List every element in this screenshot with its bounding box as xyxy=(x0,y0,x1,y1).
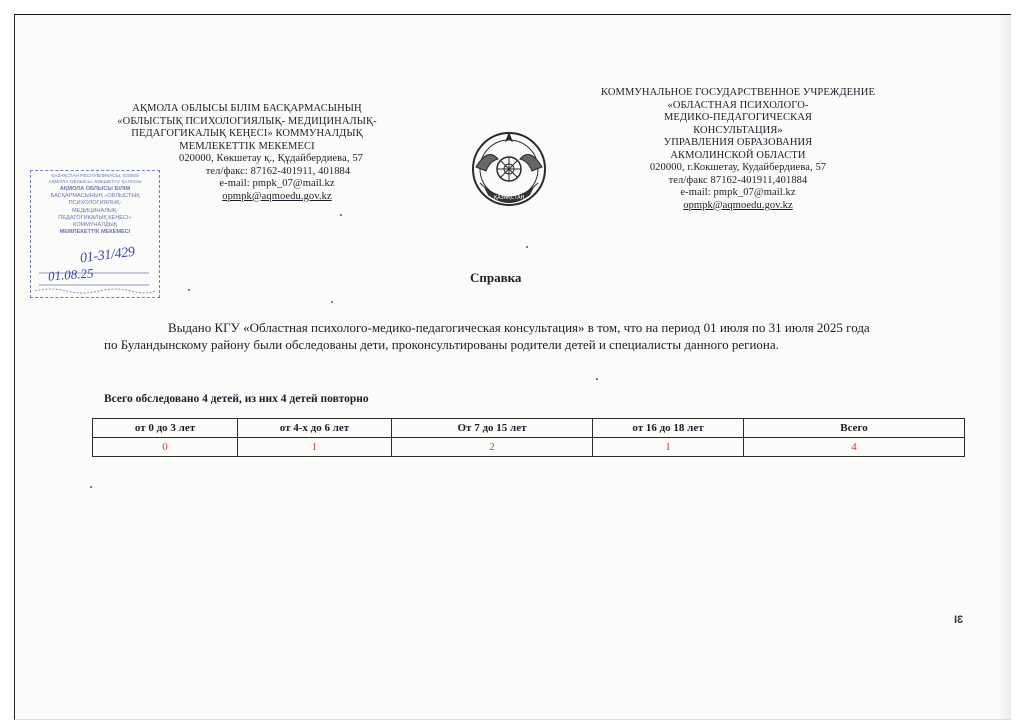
stamp-line1: ҚАЗАҚСТАН РЕСПУБЛИКАСЫ, 020000 xyxy=(51,174,139,179)
table-header-row xyxy=(93,419,965,438)
table-header-cell: от 4-х до 6 лет xyxy=(238,419,392,438)
stamp-date: 01.08.25 xyxy=(47,265,94,284)
page-mark: 3I xyxy=(954,614,964,626)
header-kz-line4: МЕМЛЕКЕТТІК МЕКЕМЕСІ xyxy=(179,140,315,152)
scan-speck xyxy=(331,301,333,303)
table-header-cell: от 16 до 18 лет xyxy=(593,419,744,438)
document-body xyxy=(104,319,984,353)
stamp-line8: КОММУНАЛДЫҚ xyxy=(73,222,117,229)
header-ru-email: e-mail: pmpk_07@mail.kz xyxy=(680,187,796,198)
stamp-line6: МЕДИЦИНАЛЫҚ- xyxy=(72,207,118,214)
emblem-caption: ҚАЗАҚСТАН xyxy=(493,195,525,201)
scan-speck xyxy=(340,214,342,216)
table-header-cell: Всего xyxy=(744,419,965,438)
header-kz-site[interactable]: opmpk@aqmoedu.gov.kz xyxy=(222,190,332,202)
header-ru-line4: КОНСУЛЬТАЦИЯ» xyxy=(693,124,783,136)
header-ru-phone: тел/факс 87162-401911,401884 xyxy=(668,174,808,186)
table-cell: 1 xyxy=(593,438,744,457)
scan-speck xyxy=(596,378,598,380)
scan-speck xyxy=(188,289,190,291)
stamp-line3: АҚМОЛА ОБЛЫСЫ БІЛІМ xyxy=(59,186,131,192)
header-ru-address: 020000, г.Кокшетау, Кудайбердиева, 57 xyxy=(649,162,827,173)
header-ru-line1: КОММУНАЛЬНОЕ ГОСУДАРСТВЕННОЕ УЧРЕЖДЕНИЕ xyxy=(600,87,876,98)
stamp-line4: БАСҚАРМАСЫНЫҢ «ОБЛЫСТЫҚ xyxy=(50,193,140,200)
stamp-line7: ПЕДАГОГИКАЛЫҚ КЕҢЕСІ» xyxy=(58,214,132,221)
table-cell: 4 xyxy=(744,438,965,457)
stamp-line2: АҚМОЛА ОБЛЫСЫ, КӨКШЕТАУ ҚАЛАСЫ xyxy=(48,180,142,185)
examined-summary: Всего обследовано 4 детей, из них 4 детей повторно xyxy=(104,393,369,405)
state-emblem-icon xyxy=(468,127,550,211)
header-kz-line2: «ОБЛЫСТЫҚ ПСИХОЛОГИЯЛЫҚ- МЕДИЦИНАЛЫҚ- xyxy=(117,115,377,127)
header-ru-line6: АКМОЛИНСКОЙ ОБЛАСТИ xyxy=(670,149,806,161)
header-ru-line2: «ОБЛАСТНАЯ ПСИХОЛОГО- xyxy=(667,99,809,111)
header-ru-line5: УПРАВЛЕНИЯ ОБРАЗОВАНИЯ xyxy=(663,137,813,148)
stamp-line9: МЕМЛЕКЕТТІК МЕКЕМЕСІ xyxy=(59,229,131,236)
header-kz-line1: АҚМОЛА ОБЛЫСЫ БІЛІМ БАСҚАРМАСЫНЫҢ xyxy=(132,103,362,114)
document-title: Справка xyxy=(470,270,522,285)
scan-speck xyxy=(526,246,528,248)
header-kz-address: 020000, Көкшетау қ., Құдайбердиева, 57 xyxy=(178,153,364,164)
header-ru-site[interactable]: opmpk@aqmoedu.gov.kz xyxy=(683,199,793,211)
header-kz-line3: ПЕДАГОГИКАЛЫҚ КЕҢЕСІ» КОММУНАЛДЫҚ xyxy=(131,128,363,139)
stamp-line5: ПСИХОЛОГИЯЛЫҚ- xyxy=(68,200,122,207)
header-kz-phone: тел/факс: 87162-401911, 401884 xyxy=(205,165,351,177)
table-row xyxy=(93,438,965,457)
scan-speck xyxy=(90,486,92,488)
table-header-cell: От 7 до 15 лет xyxy=(392,419,593,438)
table-cell: 1 xyxy=(238,438,392,457)
header-kz-email: e-mail: pmpk_07@mail.kz xyxy=(219,178,335,189)
table-cell: 2 xyxy=(392,438,593,457)
age-statistics-table xyxy=(92,418,965,457)
header-russian xyxy=(568,87,908,212)
body-line-1: Выдано КГУ «Областная психолого-медико-педагогическая консультация» в том, что на период 01 июля по 31 июля 2025 года xyxy=(168,320,870,335)
stamp-registration-number: 01-31/429 xyxy=(79,244,136,267)
table-header-cell: от 0 до 3 лет xyxy=(93,419,238,438)
header-ru-line3: МЕДИКО-ПЕДАГОГИЧЕСКАЯ xyxy=(663,112,813,123)
body-line-2: по Буландынскому району были обследованы дети, проконсультированы родители детей и специалисты данного региона. xyxy=(104,337,779,352)
table-cell: 0 xyxy=(93,438,238,457)
